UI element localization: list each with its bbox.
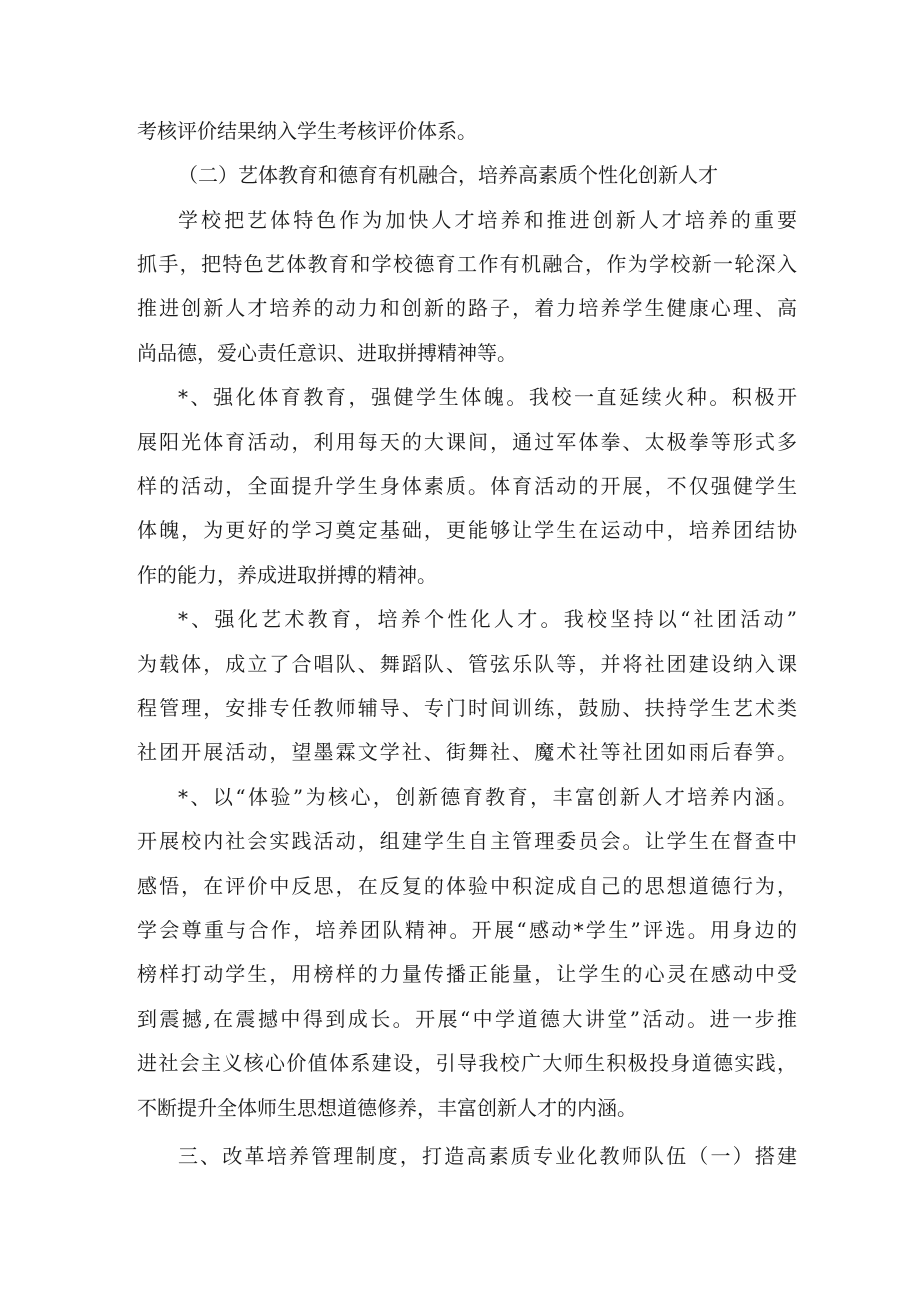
paragraph-line: 推进创新人才培养的动力和创新的路子，着力培养学生健康心理、高 bbox=[137, 296, 797, 320]
paragraph-line: 样的活动，全面提升学生身体素质。体育活动的开展，不仅强健学生 bbox=[137, 474, 797, 498]
paragraph-line: *、强化艺术教育，培养个性化人才。我校坚持以“社团活动” bbox=[178, 607, 797, 631]
paragraph-line: 为载体，成立了合唱队、舞蹈队、管弦乐队等，并将社团建设纳入课 bbox=[137, 652, 797, 676]
paragraph-line: 进社会主义核心价值体系建设，引导我校广大师生积极投身道德实践， bbox=[137, 1051, 797, 1075]
paragraph-line: 程管理，安排专任教师辅导、专门时间训练，鼓励、扶持学生艺术类 bbox=[137, 696, 797, 720]
paragraph-line: 学校把艺体特色作为加快人才培养和推进创新人才培养的重要 bbox=[178, 208, 797, 232]
paragraph-line: *、强化体育教育，强健学生体魄。我校一直延续火种。积极开 bbox=[178, 385, 797, 409]
paragraph-line: *、以“体验”为核心，创新德育教育，丰富创新人才培养内涵。 bbox=[178, 785, 797, 809]
paragraph-line: 作的能力，养成进取拼搏的精神。 bbox=[137, 563, 437, 587]
paragraph-line: 体魄，为更好的学习奠定基础，更能够让学生在运动中，培养团结协 bbox=[137, 518, 797, 542]
paragraph-line: 社团开展活动，望墨霖文学社、街舞社、魔术社等社团如雨后春笋。 bbox=[137, 740, 797, 764]
paragraph-line: 尚品德，爱心责任意识、进取拼搏精神等。 bbox=[137, 341, 517, 365]
paragraph-line: 抓手，把特色艺体教育和学校德育工作有机融合，作为学校新一轮深入 bbox=[137, 252, 797, 276]
section-heading: （二）艺体教育和德育有机融合，培养高素质个性化创新人才 bbox=[178, 163, 718, 187]
paragraph-line: 感悟，在评价中反思，在反复的体验中积淀成自己的思想道德行为， bbox=[137, 874, 797, 898]
paragraph-line: 展阳光体育活动，利用每天的大课间，通过军体拳、太极拳等形式多 bbox=[137, 430, 797, 454]
paragraph-line: 榜样打动学生，用榜样的力量传播正能量，让学生的心灵在感动中受 bbox=[137, 962, 797, 986]
paragraph-line: 考核评价结果纳入学生考核评价体系。 bbox=[137, 119, 477, 143]
paragraph-line: 学会尊重与合作，培养团队精神。开展“感动*学生”评选。用身边的 bbox=[137, 918, 797, 942]
paragraph-line: 不断提升全体师生思想道德修养，丰富创新人才的内涵。 bbox=[137, 1096, 637, 1120]
paragraph-line: 到震撼,在震撼中得到成长。开展“中学道德大讲堂”活动。进一步推 bbox=[137, 1007, 797, 1031]
section-heading: 三、改革培养管理制度，打造高素质专业化教师队伍（一）搭建 bbox=[178, 1144, 797, 1168]
paragraph-line: 开展校内社会实践活动，组建学生自主管理委员会。让学生在督查中 bbox=[137, 829, 797, 853]
